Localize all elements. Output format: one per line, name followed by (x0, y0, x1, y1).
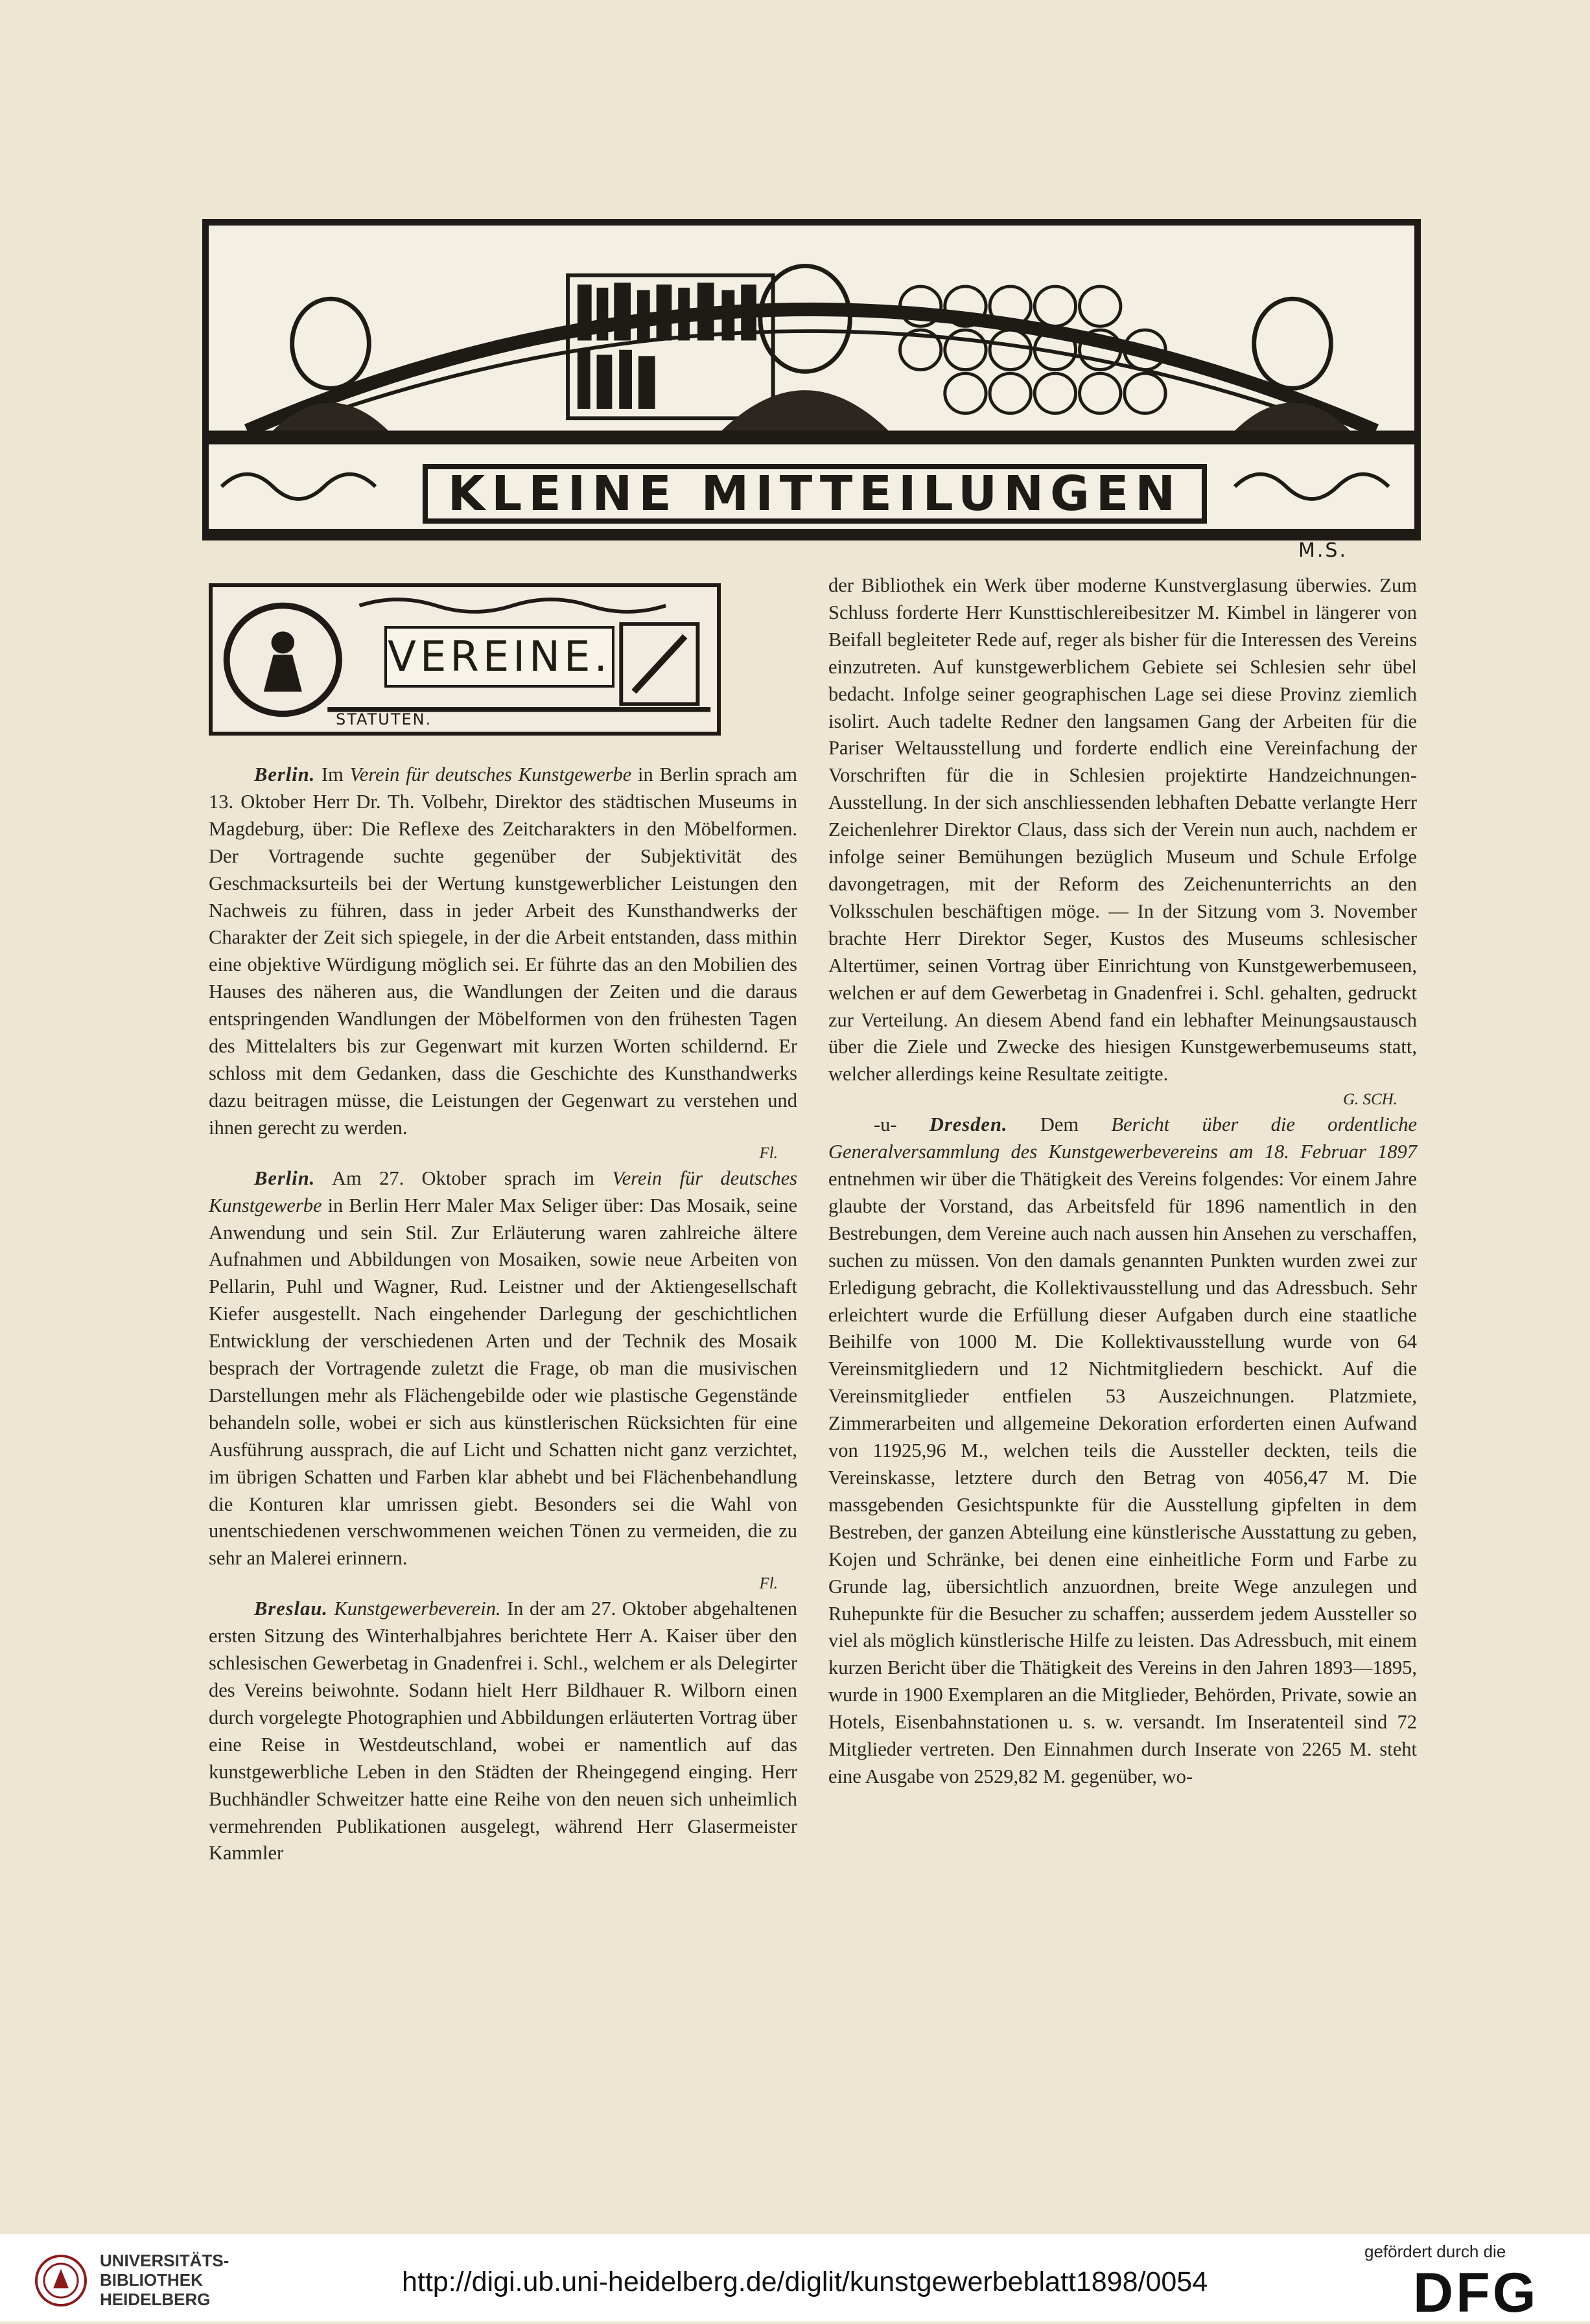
article-emphasis: Bericht über die ordentliche Generalversammlung des Kunstgewerbevereins am 18. Februar 1897 (828, 1113, 1417, 1163)
article-location: Breslau. (254, 1598, 328, 1620)
headpiece-illustration (202, 219, 1421, 535)
article-berlin-2 (209, 1165, 797, 1573)
article-location: Berlin. (254, 763, 316, 785)
institution-line: BIBLIOTHEK (100, 2270, 203, 2290)
article-prefix: -u- (874, 1113, 929, 1136)
institution-name (100, 2251, 229, 2309)
article-breslau (209, 1596, 797, 1867)
article-emphasis: Verein für deutsches Kunstgewerbe (209, 1167, 797, 1216)
dfg-logo: DFG (1413, 2262, 1539, 2324)
article-text: in Berlin sprach am 13. Oktober Herr Dr. Th. Volbehr, Direktor des städtischen Museums in Magdeburg, über: Die Reflexe des Zeitcharakters in den Möbelformen. Der Vortragende suchte gegenüber der Subjektivität des Geschmacksurteils bei der Wertung kunstgewerblicher Leistungen den Nachweis zu führen, dass in jeder Arbeit des Kunsthandwerks der Charakter der Zeit sich spiegele, in der die Arbeit entstanden, dass mithin eine objektive Würdigung möglich sei. Er führte das an den Mobilien des Hauses des näheren aus, die Wandlungen der Zeiten und die daraus entspringenden Wandlungen der Möbelformen von den frühesten Tagen des Mittelalters bis zur Gegenwart mit kurzen Worten schildernd. Er schloss mit dem Gedanken, dass die Geschichte des Kunsthandwerks dazu beitragen müsse, die Leistungen der Gegenwart zu verstehen und ihnen gerecht zu werden. (209, 763, 797, 1139)
author-signature: Fl. (759, 1144, 778, 1162)
funded-by-label: gefördert durch die (1364, 2242, 1506, 2261)
source-url-link[interactable]: http://digi.ub.uni-heidelberg.de/diglit/kunstgewerbeblatt1898/0054 (402, 2266, 1208, 2297)
vignette-caption: STATUTEN. (336, 710, 432, 728)
headpiece-title: KLEINE MITTEILUNGEN (423, 464, 1207, 524)
article-text: In der am 27. Oktober abgehaltenen ersten Sitzung des Winterhalbjahres berichtete Herr A. Kaiser über den schlesischen Gewerbetag in Gnadenfrei i. Schl., welchem er als Delegirter des Vereins beiwohnte. Sodann hielt Herr Bildhauer R. Wilborn einen durch vorgelegte Photographien und Abbildungen erläuterten Vortrag über eine Reise in Westdeutschland, wobei er namentlich auf das kunstgewerbliche Leben in den Städten der Rheingegend einging. Herr Buchhändler Schweitzer hatte eine Reihe von den neuen sich unheimlich vermehrenden Publikationen ausgelegt, während Herr Glasermeister Kammler (209, 1598, 797, 1865)
article-emphasis: Kunstgewerbeverein. (334, 1598, 501, 1620)
institution-line: HEIDELBERG (100, 2290, 211, 2309)
article-text: Dem (1007, 1113, 1112, 1136)
article-location: Berlin. (254, 1167, 316, 1189)
article-text: Am 27. Oktober sprach im (315, 1167, 613, 1189)
article-breslau-continued (828, 572, 1417, 1088)
article-text (328, 1598, 334, 1620)
article-text: Im (315, 763, 350, 785)
artist-monogram: M.S. (1298, 539, 1348, 562)
author-signature: Fl. (759, 1575, 778, 1593)
article-location: Dresden. (929, 1113, 1008, 1136)
article-text: in Berlin Herr Maler Max Seliger über: Das Mosaik, seine Anwendung und sein Stil. Zur Erläuterung waren zahlreiche ältere Aufnahmen und Abbildungen von Mosaiken, sowie neue Arbeiten von Pellarin, Puhl und Wagner, Rud. Leistner und der Aktiengesellschaft Kiefer ausgestellt. Nach eingehender Darlegung der geschichtlichen Entwicklung der verschiedenen Arten und der Technik des Mosaik besprach der Vortragende zuletzt die Frage, ob man die musivischen Darstellungen mehr als Flächengebilde oder wie plastische Gegenstände behandeln solle, wobei er sich aus künstlerischen Rücksichten für eine Ausführung aussprach, die auf Licht und Schatten nicht ganz verzichtet, im übrigen Schatten und Farben klar abhebt und bei Flächenbehandlung die Konturen klar umrissen giebt. Besonders sei die Wahl von unentschiedenen verschwommenen weichen Tönen zu vermeiden, die zu sehr an Malerei erinnern. (209, 1194, 797, 1570)
author-signature: G. SCH. (1342, 1091, 1397, 1109)
article-dresden (828, 1111, 1417, 1791)
section-title: VEREINE. (384, 626, 614, 688)
institution-line: UNIVERSITÄTS- (100, 2251, 229, 2270)
article-berlin-1 (209, 761, 797, 1142)
article-text: entnehmen wir über die Thätigkeit des Vereins folgendes: Vor einem Jahre glaubte der Vorstand, das Arbeitsfeld für 1896 namentlich in den Bestrebungen, dem Vereine auch nach aussen hin Ansehen zu verschaffen, suchen zu müssen. Von den damals genannten Punkten wurden zwei zur Erledigung gebracht, die Kollektivausstellung und das Adressbuch. Sehr erleichtert wurde die Erfüllung dieser Aufgaben durch eine staatliche Beihilfe von 1000 M. Die Kollektivausstellung wurde von 64 Vereinsmitgliedern und 12 Nichtmitgliedern beschickt. Auf die Vereinsmitglieder entfielen 53 Auszeichnungen. Platzmiete, Zimmerarbeiten und allgemeine Dekoration erforderten einen Aufwand von 11925,96 M., welchen teils die Aussteller deckten, teils die Vereinskasse, letztere durch den Betrag von 4056,47 M. Die massgebenden Gesichtspunkte für die Ausstellung gipfelten in dem Bestreben, der ganzen Abteilung eine künstlerische Ausstattung zu geben, Kojen und Schränke, bei denen eine einheitliche Form und Farbe zu Grunde lag, übersichtlich anzuordnen, breite Wege anzulegen und Ruhepunkte für die Besucher zu schaffen; ausserdem jedem Aussteller so viel als möglich künstlerische Hilfe zu leisten. Das Adressbuch, mit einem kurzen Bericht über die Thätigkeit des Vereins in den Jahren 1893—1895, wurde in 1900 Exemplaren an die Mitglieder, Behörden, Private, sowie an Hotels, Eisenbahnstationen u. s. w. versandt. Im Inseratenteil sind 72 Mitglieder vertreten. Den Einnahmen durch Inserate von 2265 M. steht eine Ausgabe von 2529,82 M. gegenüber, wo- (828, 1168, 1418, 1787)
digitization-footer (0, 2234, 1590, 2324)
section-vignette (209, 583, 721, 736)
headpiece-rule (202, 535, 1421, 540)
article-text: der Bibliothek ein Werk über moderne Kunstverglasung überwies. Zum Schluss forderte Herr Kunsttischlereibesitzer M. Kimbel in längerer von Beifall begleiteter Rede auf, reger als bisher für die Interessen des Vereins einzutreten. Auf kunstgewerblichem Gebiete sei Schlesien sehr übel bedacht. Infolge seiner geographischen Lage sei diese Provinz ziemlich isolirt. Auch tadelte Redner den langsamen Gang der Arbeiten für die Pariser Weltausstellung und forderte endlich eine Vereinfachung der Vorschriften für die in Schlesien projektirte Handzeichnungen-Ausstellung. In der sich anschliessenden lebhaften Debatte verlangte Herr Zeichenlehrer Direktor Claus, dass sich der Verein nun auch, nachdem er infolge seiner Bemühungen bezüglich Museum und Schule Erfolge davongetragen, mit der Reform des Zeichenunterrichts an den Volksschulen beschäftigen möge. — In der Sitzung vom 3. November brachte Herr Direktor Seger, Kustos des Museums schlesischer Altertümer, seinen Vortrag über Einrichtung von Kunstgewerbemuseen, welchen er auf dem Gewerbetag in Gnadenfrei i. Schl. gehalten, gedruckt zur Verteilung. An diesem Abend fand ein lebhafter Meinungsaustausch über die Ziele und Zwecke des hiesigen Kunstgewerbemuseums statt, welcher allerdings keine Resultate zeitigte. (828, 574, 1417, 1086)
university-seal-icon (34, 2253, 88, 2308)
article-emphasis: Verein für deutsches Kunstgewerbe (349, 763, 632, 785)
left-column (209, 761, 797, 1867)
right-column (828, 572, 1417, 1791)
